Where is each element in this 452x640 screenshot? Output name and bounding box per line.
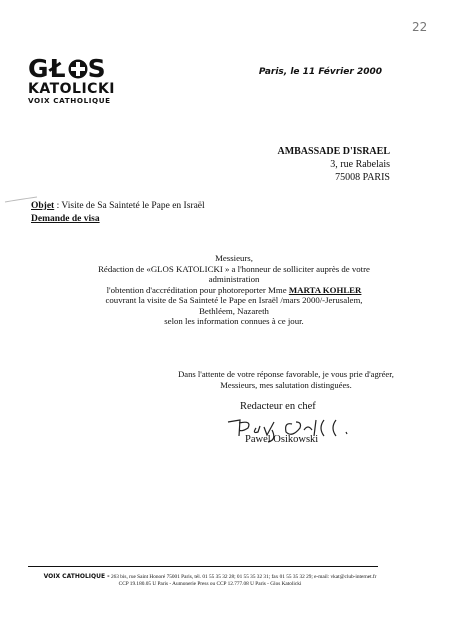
- signer-title: Redacteur en chef: [240, 401, 316, 412]
- subject-visa-line: Demande de visa: [31, 214, 100, 224]
- logo-main-text-right: S: [87, 54, 107, 83]
- logo: [28, 56, 128, 105]
- recipient-address: [277, 145, 390, 184]
- letterhead-footer: [30, 573, 390, 588]
- body-line-2: [90, 285, 378, 296]
- footer-brand: VOIX CATHOLIQUE -: [43, 573, 110, 580]
- recipient-name: AMBASSADE D'ISRAEL: [277, 146, 390, 157]
- letter-date: Paris, le 11 Février 2000: [258, 67, 382, 77]
- photographer-name: MARTA KOHLER: [288, 284, 362, 295]
- subject-label: Objet: [31, 201, 55, 211]
- recipient-city: 75008 PARIS: [335, 172, 390, 183]
- signer-name: Pawel Osikowski: [245, 434, 319, 445]
- body-line-4: selon les information connues à ce jour.: [164, 316, 304, 326]
- footer-address: 263 bis, rue Saint Honoré 75001 Paris, tél. 01 55 35 32 28; 01 55 35 32 31; fax 01 55 35 32 29; e-mail: vkat@club-internet.fr: [109, 574, 377, 580]
- closing-line-2: Messieurs, mes salutation distinguées.: [220, 379, 352, 390]
- logo-cross-icon: [68, 59, 88, 79]
- footer-line-2: CCP 19.180.05 U Paris - Aumonerie Press ou CCP 12.777.08 U Paris - Glos Katolicki: [118, 581, 302, 587]
- letter-body: [90, 253, 378, 327]
- footer-line-1: [30, 573, 390, 581]
- closing-paragraph: [176, 369, 396, 390]
- logo-main-text-left: GŁ: [28, 54, 67, 83]
- logo-subtitle: KATOLICKI: [28, 81, 116, 97]
- handwritten-page-number: 22: [412, 20, 428, 34]
- footer-divider: [28, 566, 378, 567]
- salutation: Messieurs,: [215, 253, 253, 263]
- body-line-1: Rédaction de «GLOS KATOLICKI » a l'honneur de solliciter auprès de votre administration: [98, 263, 370, 284]
- logo-wordmark: [28, 56, 128, 82]
- subject-line: [31, 200, 205, 212]
- logo-tagline: VOIX CATHOLIQUE: [28, 96, 111, 105]
- recipient-street: 3, rue Rabelais: [330, 159, 390, 170]
- body-line-3: couvrant la visite de Sa Sainteté le Pape en Israël /mars 2000/-Jerusalem, Bethléem, Nazareth: [105, 295, 363, 316]
- body-line-2-text: l'obtention d'accréditation pour photoreporter Mme: [106, 284, 289, 295]
- closing-line-1: Dans l'attente de votre réponse favorable, je vous prie d'agréer,: [178, 369, 394, 379]
- subject-text: : Visite de Sa Sainteté le Pape en Israël: [54, 201, 205, 211]
